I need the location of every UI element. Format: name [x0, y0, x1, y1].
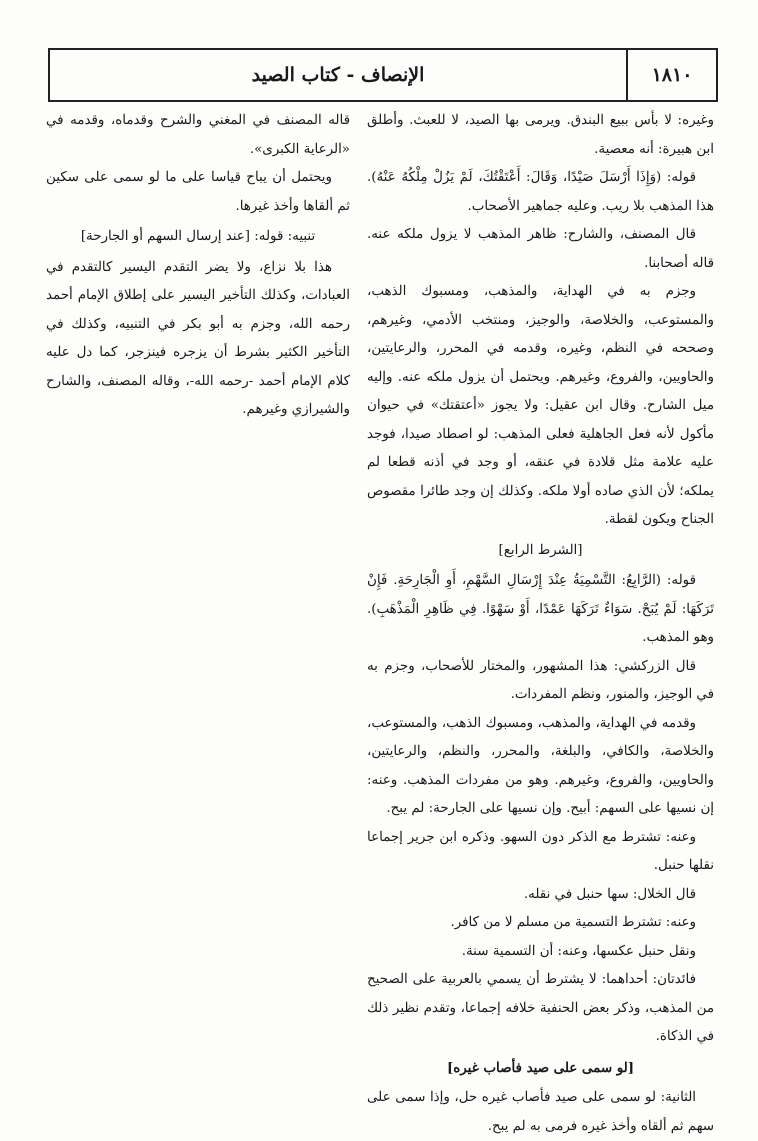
- paragraph: الثانية: لو سمى على صيد فأصاب غيره حل، وإذا سمى على سهم ثم ألقاه وأخذ غيره فرمى به لم يبح.: [367, 1090, 714, 1134]
- section-heading: [الشرط الرابع]: [498, 542, 583, 558]
- page-title: الإنصاف - كتاب الصيد: [251, 64, 425, 86]
- section-heading: تنبيه: قوله: [عند إرسال السهم أو الجارحة]: [80, 229, 316, 244]
- page-number: ١٨١٠: [626, 50, 716, 100]
- paragraph: قال الزركشي: هذا المشهور، والمختار للأصحاب، وجزم به في الوجيز، والمنور، ونظم المفردات.: [367, 658, 714, 702]
- paragraph: وغيره: لا بأس ببيع البندق. ويرمى بها الصيد، لا للعبث. وأطلق ابن هبيرة: أنه معصية.: [367, 113, 714, 157]
- paragraph: وعنه: تشترط التسمية من مسلم لا من كافر.: [450, 915, 696, 930]
- paragraph: قوله: (وَإِذَا أَرْسَلَ صَيْدًا، وَقَالَ: أَعْتَقْتُكَ، لَمْ يَزُلْ مِلْكُهُ عَنْهُ). هذا المذهب بلا ريب. وعليه جماهير الأصحاب.: [367, 170, 714, 214]
- section-heading: [لو سمى على صيد فأصاب غيره]: [446, 1059, 635, 1076]
- paragraph: قال المصنف، والشارح: ظاهر المذهب لا يزول ملكه عنه. قاله أصحابنا.: [367, 227, 714, 271]
- paragraph: هذا بلا نزاع، ولا يضر التقدم اليسير كالتقدم في العبادات، وكذلك التأخير اليسير على إطلاق الإمام أحمد رحمه الله، وجزم به أبو بكر في التنبيه، وكذلك في التأخير الكثير بشرط أن يزجره فينزجر، كما دل عليه كلام الإمام أحمد -رحمه الله-، وقاله المصنف، والشارح والشيرازي وغيرهم.: [46, 259, 350, 417]
- paragraph: فائدتان: أحداهما: لا يشترط أن يسمي بالعربية على الصحيح من المذهب، وذكر بعض الحنفية خلافه إجماعا، وتقدم نظير ذلك في الذكاة.: [367, 972, 714, 1044]
- paragraph: وعنه: تشترط مع الذكر دون السهو. وذكره ابن جرير إجماعا نقلها حنبل.: [367, 829, 714, 873]
- paragraph: ويحتمل أن يباح قياسا على ما لو سمى على سكين ثم ألقاها وأخذ غيرها.: [46, 170, 350, 214]
- paragraph: قال الخلال: سها حنبل في نقله.: [523, 886, 696, 902]
- paragraph: قاله المصنف في المغني والشرح وقدماه، وقدمه في «الرعاية الكبرى».: [46, 113, 350, 157]
- paragraph: ونقل حنبل عكسها، وعنه: أن التسمية سنة.: [461, 943, 696, 959]
- page-header: [48, 48, 718, 102]
- left-column: [46, 107, 350, 425]
- paragraph: قوله: (الرَّابِعُ: التَّسْمِيَةُ عِنْدَ إِرْسَالِ السَّهْمِ، أَوِ الْجَارِحَةِ. فَإِنْ تَرَكَهَا: لَمْ يُبَحْ. سَوَاءٌ تَرَكَهَا عَمْدًا، أَوْ سَهْوًا. فِي ظَاهِرِ الْمَذْهَبِ). وهو المذهب.: [367, 573, 714, 645]
- paragraph: وقدمه في الهداية، والمذهب، ومسبوك الذهب، والمستوعب، والخلاصة، والكافي، والبلغة، والمحرر، والنظم، والرعايتين، والحاويين، والفروع، وغيرهم. وهو من مفردات المذهب. وعنه: إن نسيها على السهم: أبيح. وإن نسيها على الجارحة: لم يبح.: [367, 715, 714, 816]
- right-column: [367, 107, 714, 1141]
- paragraph: وجزم به في الهداية، والمذهب، ومسبوك الذهب، والمستوعب، والخلاصة، والوجيز، ومنتخب الأدمي، وغيرهم، وصححه في النظم، وغيره، وقدمه في المحرر، والرعايتين، والحاويين، والفروع، وغيرهم. ويحتمل أن يزول ملكه عنه. وإليه ميل الشارح. وقال ابن عقيل: ولا يجوز «أعتقتك» في حيوان مأكول لأنه فعل الجاهلية فعلى المذهب: لو اصطاد صيدا، فوجد عليه علامة مثل قلادة في عنقه، أو وجد في أذنه قطعا لم يملكه؛ لأن الذي صاده أولا ملكه. وكذلك إن وجد طائرا مقصوص الجناح ويكون لقطة.: [367, 284, 714, 527]
